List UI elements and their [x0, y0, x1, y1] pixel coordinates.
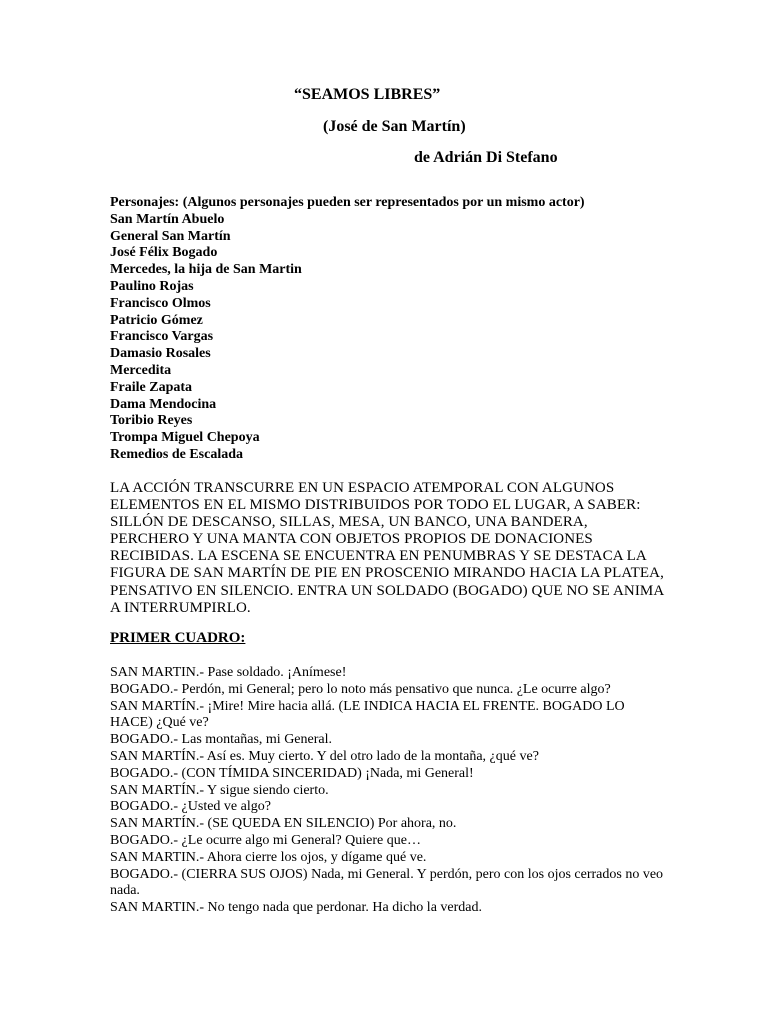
section-heading: PRIMER CUADRO: — [110, 630, 246, 646]
character-item: Mercedes, la hija de San Martin — [110, 262, 302, 278]
character-item: Patricio Gómez — [110, 312, 203, 328]
dialogue-line: BOGADO.- ¿Le ocurre algo mi General? Quiere que… — [110, 832, 421, 848]
dialogue-line: SAN MARTIN.- Ahora cierre los ojos, y dígame qué ve. — [110, 849, 427, 865]
character-item: Trompa Miguel Chepoya — [110, 430, 260, 446]
character-item: Damasio Rosales — [110, 346, 211, 362]
dialogue-line: SAN MARTÍN.- Y sigue siendo cierto. — [110, 782, 329, 798]
dialogue-line: BOGADO.- (CIERRA SUS OJOS) Nada, mi General. Y perdón, pero con los ojos cerrados no veo nada. — [110, 866, 664, 899]
dialogue-line: SAN MARTÍN.- Así es. Muy cierto. Y del otro lado de la montaña, ¿qué ve? — [110, 748, 539, 764]
character-item: General San Martín — [110, 228, 231, 244]
character-item: Francisco Olmos — [110, 295, 211, 311]
character-item: San Martín Abuelo — [110, 211, 225, 227]
dialogue-list — [110, 665, 665, 917]
character-item: Francisco Vargas — [110, 329, 214, 345]
characters-header: Personajes: (Algunos personajes pueden ser representados por un mismo actor) — [110, 195, 585, 210]
character-item: Toribio Reyes — [110, 413, 193, 429]
character-item: Remedios de Escalada — [110, 446, 243, 462]
character-item: Mercedita — [110, 362, 172, 378]
dialogue-line: SAN MARTIN.- No tengo nada que perdonar. Ha dicho la verdad. — [110, 900, 483, 916]
character-list — [110, 195, 585, 464]
stage-directions: LA ACCIÓN TRANSCURRE EN UN ESPACIO ATEMPORAL CON ALGUNOS ELEMENTOS EN EL MISMO DISTRIBUIDOS POR TODO EL LUGAR, A SABER: SILLÓN DE DESCANSO, SILLAS, MESA, UN BANCO, UNA BANDERA, PERCHERO Y UNA MANTA CON OBJETOS PROPIOS DE DONACIONES RECIBIDAS. LA ESCENA SE ENCUENTRA EN PENUMBRAS Y SE DESTACA LA FIGURA DE SAN MARTÍN DE PIE EN PROSCENIO MIRANDO HACIA LA PLATEA, PENSATIVO EN SILENCIO. ENTRA UN SOLDADO (BOGADO) QUE NO SE ANIMA A INTERRUMPIRLO. — [110, 480, 664, 616]
character-item: José Félix Bogado — [110, 245, 218, 261]
character-item: Paulino Rojas — [110, 278, 194, 294]
character-item: Fraile Zapata — [110, 379, 193, 395]
play-author: de Adrián Di Stefano — [414, 149, 558, 166]
dialogue-line: BOGADO.- Perdón, mi General; pero lo noto más pensativo que nunca. ¿Le ocurre algo? — [110, 681, 611, 697]
dialogue-line: SAN MARTÍN.- (SE QUEDA EN SILENCIO) Por ahora, no. — [110, 816, 457, 832]
dialogue-line: BOGADO.- (CON TÍMIDA SINCERIDAD) ¡Nada, mi General! — [110, 765, 474, 781]
dialogue-line: BOGADO.- Las montañas, mi General. — [110, 732, 333, 748]
dialogue-line: SAN MARTÍN.- ¡Mire! Mire hacia allá. (LE INDICA HACIA EL FRENTE. BOGADO LO HACE) ¿Qué ve? — [110, 698, 625, 731]
dialogue-line: BOGADO.- ¿Usted ve algo? — [110, 799, 271, 815]
play-title: “SEAMOS LIBRES” — [294, 86, 441, 103]
dialogue-line: SAN MARTIN.- Pase soldado. ¡Anímese! — [110, 665, 347, 680]
character-item: Dama Mendocina — [110, 396, 217, 412]
play-subtitle: (José de San Martín) — [323, 118, 466, 135]
